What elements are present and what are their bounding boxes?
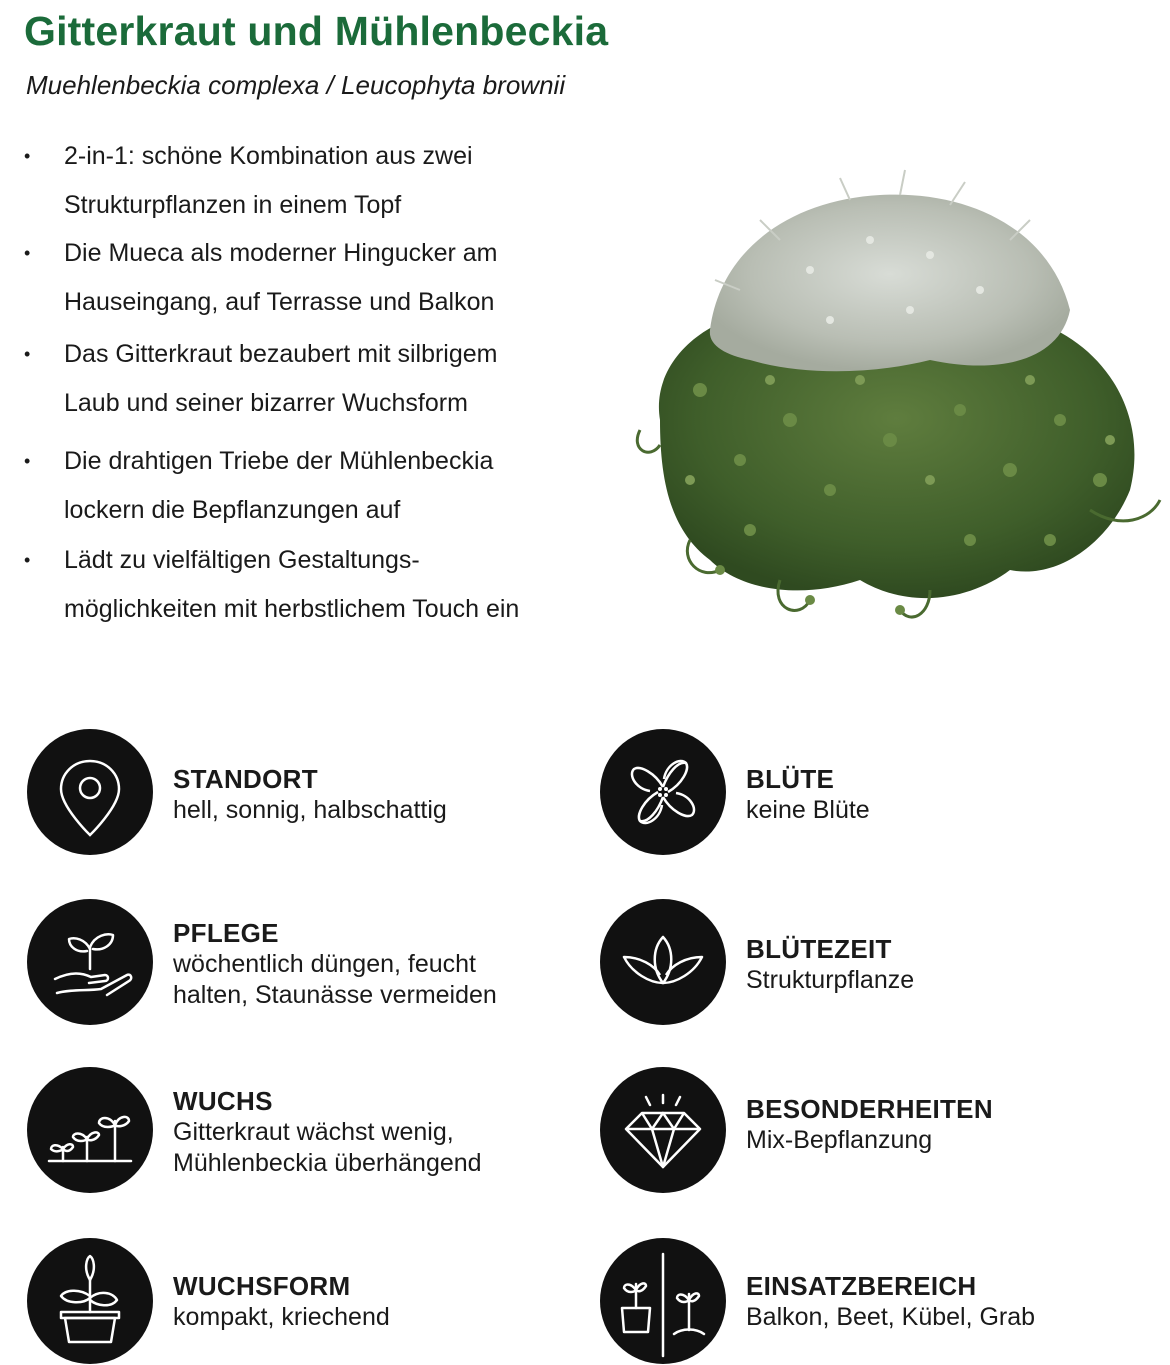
- location-pin-icon: [27, 729, 153, 855]
- lotus-icon: [600, 899, 726, 1025]
- feature-value: Mix-Bepflanzung: [746, 1126, 933, 1154]
- botanical-name: Muehlenbeckia complexa / Leucophyta brownii: [26, 70, 566, 100]
- feature-heading: BESONDERHEITEN: [746, 1094, 993, 1124]
- feature-heading: PFLEGE: [173, 918, 279, 948]
- bullet-line: Laub und seiner bizarrer Wuchsform: [64, 389, 468, 417]
- feature-value: wöchentlich düngen, feucht: [173, 950, 476, 978]
- bullet-line: Hauseingang, auf Terrasse und Balkon: [64, 288, 495, 316]
- potted-plant-icon: [27, 1238, 153, 1364]
- plant-product-image: [630, 160, 1170, 640]
- feature-bluete: [600, 729, 1140, 859]
- feature-standort: [27, 729, 567, 859]
- bullet-dot: •: [24, 146, 31, 166]
- bullet-item: [24, 536, 604, 634]
- feature-heading: BLÜTE: [746, 764, 835, 794]
- page-title: Gitterkraut und Mühlenbeckia: [24, 8, 609, 54]
- bullet-line: Die drahtigen Triebe der Mühlenbeckia: [64, 447, 494, 475]
- feature-einsatzbereich: [600, 1238, 1140, 1365]
- bullet-item: [24, 437, 604, 535]
- feature-value: Balkon, Beet, Kübel, Grab: [746, 1303, 1036, 1331]
- feature-value: kompakt, kriechend: [173, 1303, 390, 1331]
- feature-heading: STANDORT: [173, 764, 318, 794]
- bullet-dot: •: [24, 243, 31, 263]
- bullet-line: möglichkeiten mit herbstlichem Touch ein: [64, 595, 520, 623]
- bullet-dot: •: [24, 550, 31, 570]
- bullet-line: Die Mueca als moderner Hingucker am: [64, 239, 498, 267]
- pot-and-ground-icon: [600, 1238, 726, 1364]
- bullet-item: [24, 132, 604, 230]
- feature-value: Mühlenbeckia überhängend: [173, 1149, 482, 1177]
- feature-pflege: [27, 899, 567, 1029]
- bullet-line: Das Gitterkraut bezaubert mit silbrigem: [64, 340, 498, 368]
- feature-heading: WUCHS: [173, 1086, 273, 1116]
- feature-value: halten, Staunässe vermeiden: [173, 981, 497, 1009]
- bullet-dot: •: [24, 451, 31, 471]
- bullet-line: 2-in-1: schöne Kombination aus zwei: [64, 142, 473, 170]
- feature-value: Gitterkraut wächst wenig,: [173, 1118, 454, 1146]
- feature-besonderheiten: [600, 1067, 1140, 1197]
- bullet-line: Strukturpflanzen in einem Topf: [64, 191, 402, 219]
- feature-wuchsform: [27, 1238, 567, 1365]
- feature-heading: EINSATZBEREICH: [746, 1271, 977, 1301]
- silver-foliage: [710, 195, 1070, 372]
- feature-value: Strukturpflanze: [746, 966, 915, 994]
- feature-wuchs: [27, 1067, 567, 1197]
- feature-heading: BLÜTEZEIT: [746, 934, 892, 964]
- bullet-item: [24, 330, 604, 428]
- feature-value: hell, sonnig, halbschattig: [173, 796, 447, 824]
- bullet-dot: •: [24, 344, 31, 364]
- feature-bluetezeit: [600, 899, 1140, 1029]
- bullet-line: Lädt zu vielfältigen Gestaltungs-: [64, 546, 420, 574]
- feature-value: keine Blüte: [746, 796, 870, 824]
- flower-icon: [600, 729, 726, 855]
- feature-heading: WUCHSFORM: [173, 1271, 351, 1301]
- bullet-line: lockern die Bepflanzungen auf: [64, 496, 401, 524]
- bullet-item: [24, 229, 604, 327]
- growth-icon: [27, 1067, 153, 1193]
- hand-seedling-icon: [27, 899, 153, 1025]
- diamond-icon: [600, 1067, 726, 1193]
